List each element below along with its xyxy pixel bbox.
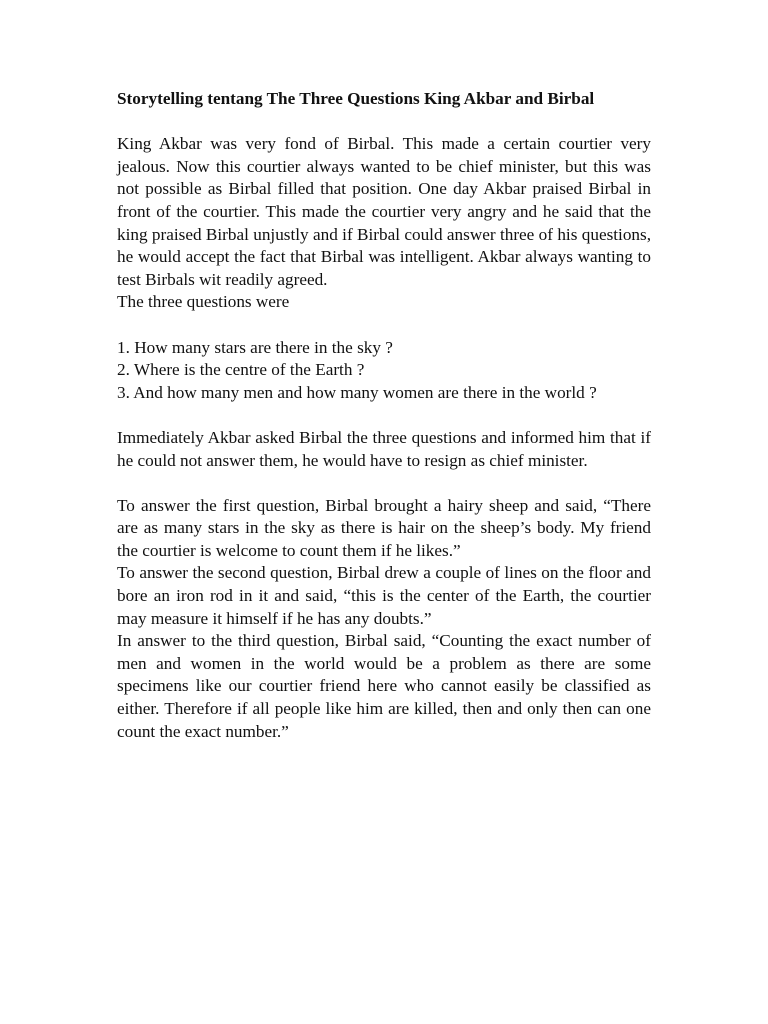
spacer [117,404,651,427]
question-item-2: 2. Where is the centre of the Earth ? [117,360,365,380]
question-item-1: 1. How many stars are there in the sky ? [117,337,393,357]
answer-3-paragraph: In answer to the third question, Birbal said, “Counting the exact number of men and women in the world would be a problem as there are some specimens like our courtier friend here who cannot easily be classified as either. Therefore if all people like him are killed, then and only then can one count the exact number.” [117,631,651,741]
spacer [117,472,651,495]
immediately-paragraph: Immediately Akbar asked Birbal the three questions and informed him that if he could not answer them, he would have to resign as chief minister. [117,427,651,470]
question-item-3: 3. And how many men and how many women are there in the world ? [117,382,597,402]
intro-paragraph: King Akbar was very fond of Birbal. This made a certain courtier very jealous. Now this courtier always wanted to be chief minister, but this was not possible as Birbal filled that position. One day Akbar praised Birbal in front of the courtier. This made the courtier very angry and he said that the king praised Birbal unjustly and if Birbal could answer three of his questions, he would accept the fact that Birbal was intelligent. Akbar always wanting to test Birbals wit readily agreed. [117,134,651,289]
spacer [117,314,651,337]
document-title: Storytelling tentang The Three Questions King Akbar and Birbal [117,89,595,108]
document-page [117,88,651,743]
questions-intro: The three questions were [117,292,290,312]
answer-2-paragraph: To answer the second question, Birbal drew a couple of lines on the floor and bore an iron rod in it and said, “this is the center of the Earth, the courtier may measure it himself if he has any doubts.” [117,563,651,628]
answer-1-paragraph: To answer the first question, Birbal brought a hairy sheep and said, “There are as many stars in the sky as there is hair on the sheep’s body. My friend the courtier is welcome to count them if he likes.” [117,495,651,560]
